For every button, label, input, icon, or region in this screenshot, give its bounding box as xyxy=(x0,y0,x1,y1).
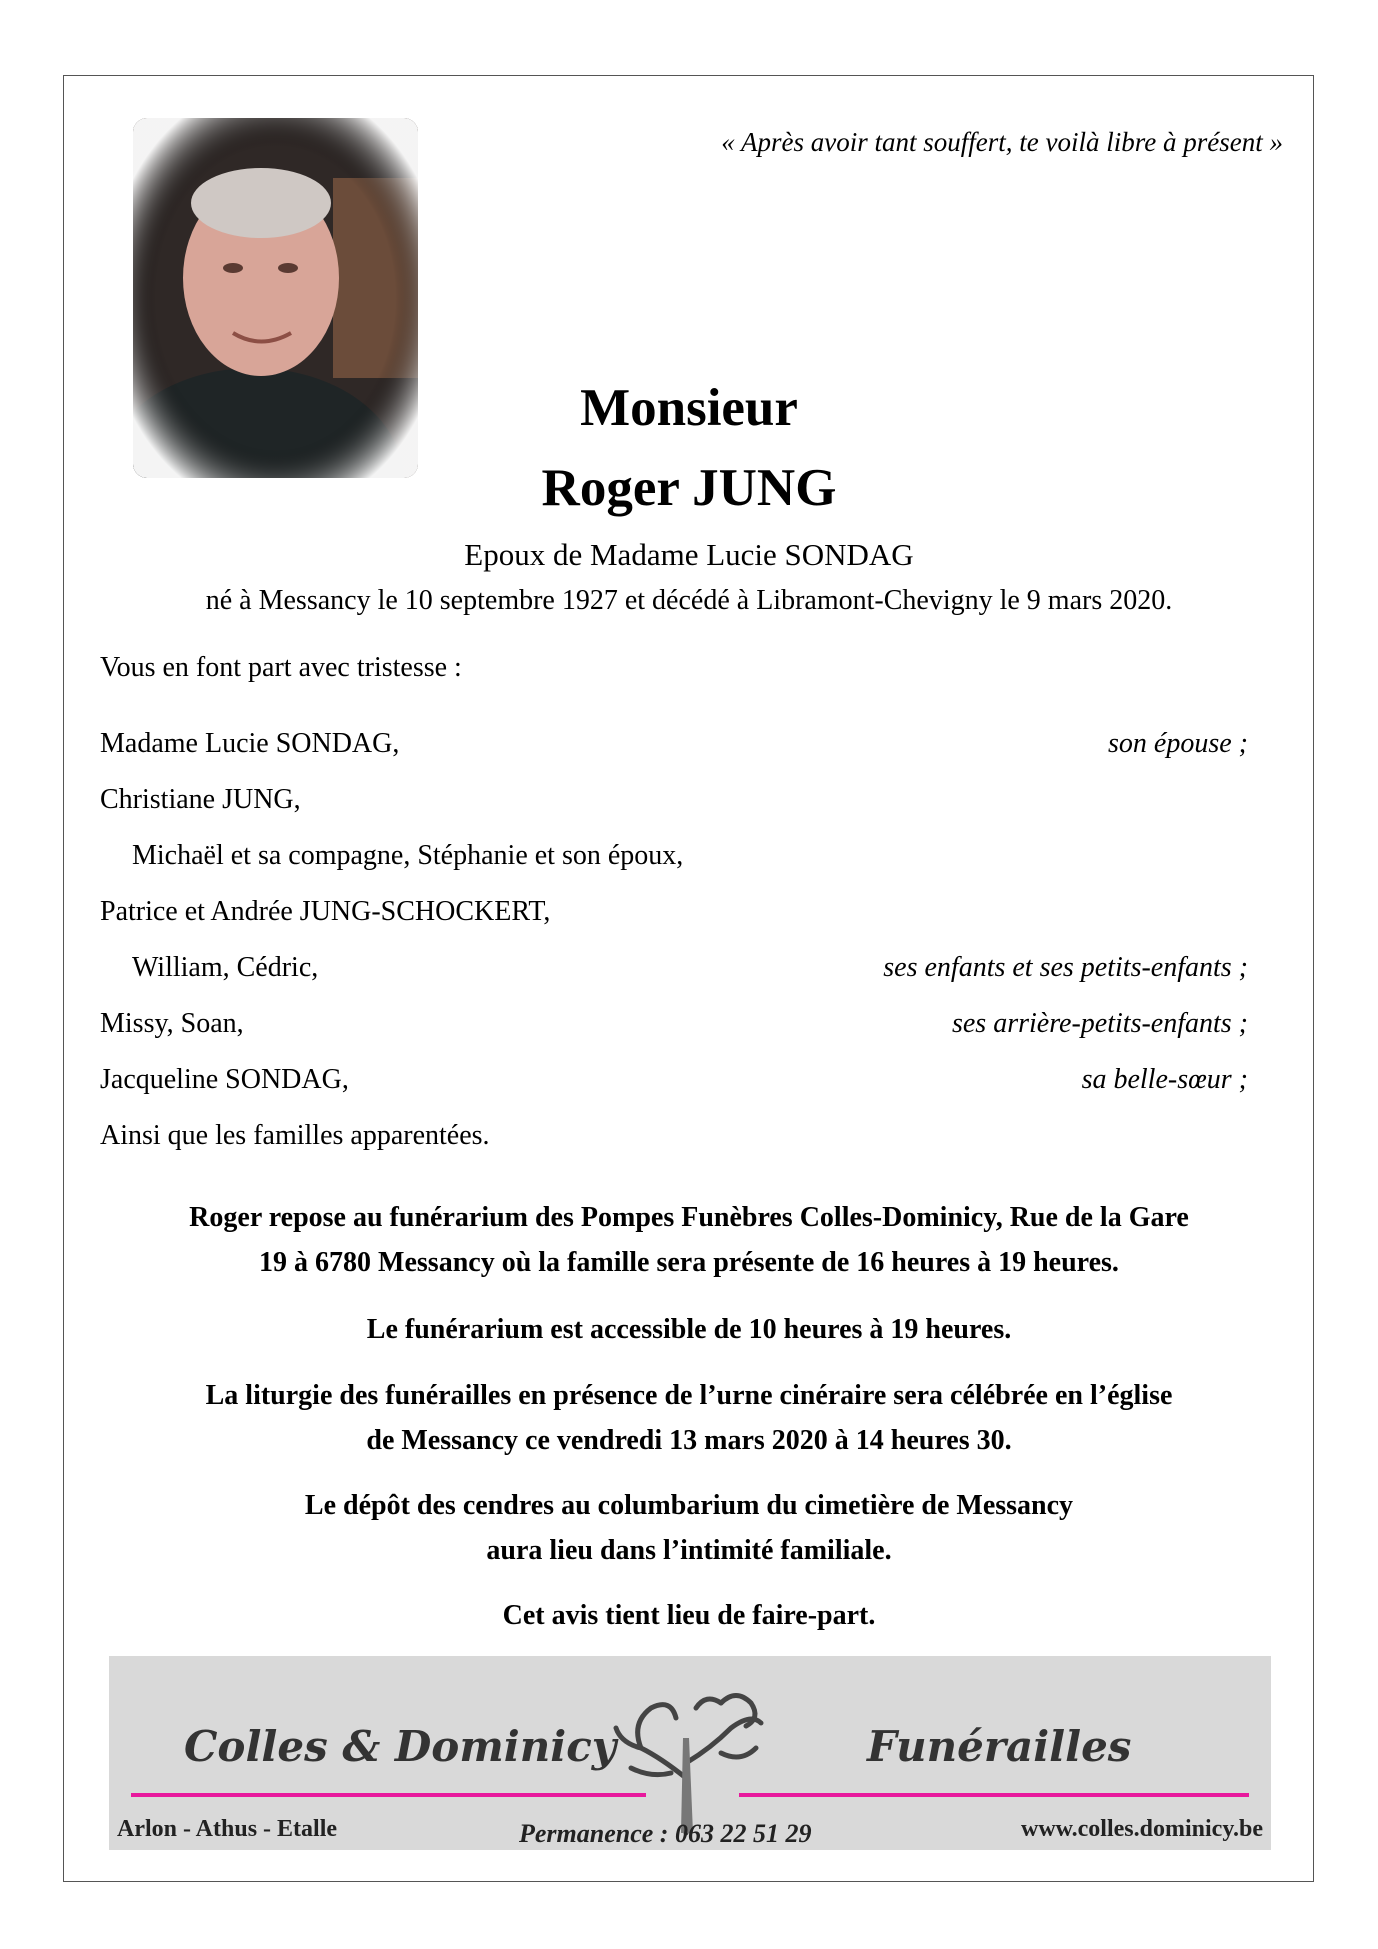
notice-liturgy xyxy=(0,1373,1378,1463)
notice-line: aura lieu dans l’intimité familiale. xyxy=(486,1535,892,1566)
family-name: William, Cédric, xyxy=(132,952,319,983)
notice-line: Le funérarium est accessible de 10 heures à 19 heures. xyxy=(366,1314,1012,1345)
permanence-phone: Permanence : 063 22 51 29 xyxy=(519,1819,812,1848)
notice-line: de Messancy ce vendredi 13 mars 2020 à 14 heures 30. xyxy=(366,1425,1012,1456)
notice-line: 19 à 6780 Messancy où la famille sera présente de 16 heures à 19 heures. xyxy=(259,1247,1119,1278)
tree-icon xyxy=(601,1678,771,1838)
spouse-line: Epoux de Madame Lucie SONDAG xyxy=(464,537,914,572)
epitaph-quote: « Après avoir tant souffert, te voilà libre à présent » xyxy=(721,127,1283,157)
family-relation: ses enfants et ses petits-enfants ; xyxy=(883,952,1248,983)
notice-hours xyxy=(0,1307,1378,1352)
family-name: Missy, Soan, xyxy=(100,1008,244,1039)
notice-line: La liturgie des funérailles en présence de l’urne cinéraire sera célébrée en l’église xyxy=(205,1380,1173,1411)
notice-viewing xyxy=(0,1195,1378,1285)
intro-line: Vous en font part avec tristesse : xyxy=(100,652,462,683)
family-name: Ainsi que les familles apparentées. xyxy=(100,1120,490,1151)
family-relation: ses arrière-petits-enfants ; xyxy=(951,1008,1248,1039)
family-name: Christiane JUNG, xyxy=(100,784,301,815)
notice-columbarium xyxy=(0,1483,1378,1573)
funeral-home-banner xyxy=(109,1656,1271,1850)
family-relation: son épouse ; xyxy=(1108,728,1248,759)
brand-service: Funérailles xyxy=(867,1722,1132,1771)
notice-line: Cet avis tient lieu de faire-part. xyxy=(502,1600,876,1631)
family-name: Michaël et sa compagne, Stéphanie et son époux, xyxy=(132,840,684,871)
notice-line: Roger repose au funérarium des Pompes Funèbres Colles-Dominicy, Rue de la Gare xyxy=(189,1202,1189,1233)
notice-line: Le dépôt des cendres au columbarium du cimetière de Messancy xyxy=(304,1490,1074,1521)
title-honorific: Monsieur xyxy=(580,379,798,437)
accent-rule xyxy=(739,1793,1249,1797)
family-relation: sa belle-sœur ; xyxy=(1081,1064,1248,1095)
towns-list: Arlon - Athus - Etalle xyxy=(117,1816,338,1842)
family-name: Patrice et Andrée JUNG-SCHOCKERT, xyxy=(100,896,551,927)
family-name: Madame Lucie SONDAG, xyxy=(100,728,400,759)
family-name: Jacqueline SONDAG, xyxy=(100,1064,349,1095)
brand-name: Colles & Dominicy xyxy=(184,1722,617,1771)
notice-closing xyxy=(0,1593,1378,1638)
accent-rule xyxy=(131,1793,646,1797)
dates-line: né à Messancy le 10 septembre 1927 et décédé à Libramont-Chevigny le 9 mars 2020. xyxy=(205,585,1173,616)
website-link[interactable]: www.colles.dominicy.be xyxy=(1020,1816,1263,1842)
deceased-name: Roger JUNG xyxy=(541,459,837,517)
